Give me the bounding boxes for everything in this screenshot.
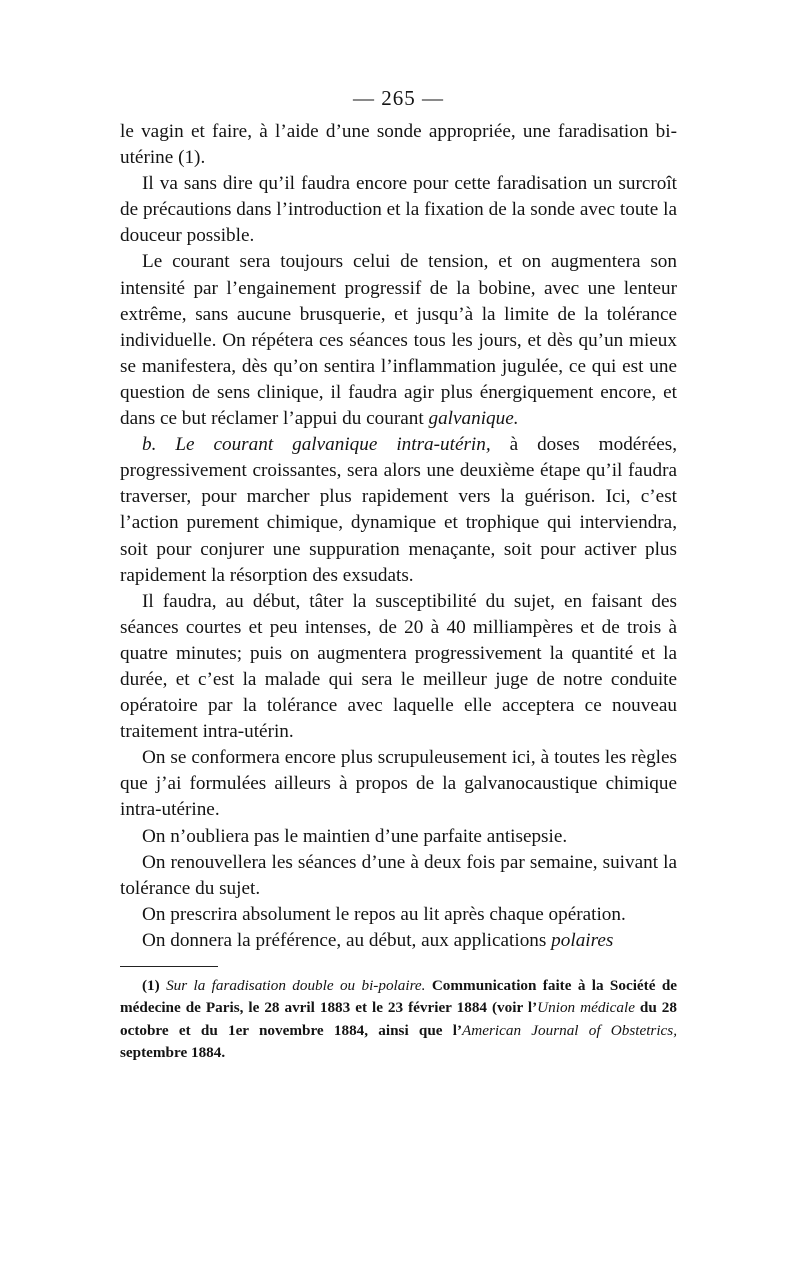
- book-page: [120, 86, 677, 1065]
- footnote-journal-1: Union médicale: [537, 999, 635, 1017]
- footnote-journal-2: American Journal of Obstetrics,: [462, 1021, 677, 1039]
- paragraph-3-italic: galvanique.: [428, 408, 519, 430]
- paragraph-7: On n’oubliera pas le maintien d’une parfaite antisepsie.: [142, 825, 568, 847]
- paragraph-3: [120, 249, 677, 432]
- paragraph-4-label: b.: [142, 434, 157, 456]
- paragraph-5: Il faudra, au début, tâter la susceptibilité du sujet, en faisant des séances courtes et peu intenses, de 20 à 40 milliampères et de trois à quatre minutes; puis on augmentera progressivement la quantité et la durée, et c’est la malade qui sera le meilleur juge de notre conduite opératoire par la tolérance avec laquelle elle acceptera ce nouveau traitement intra-utérin.: [120, 590, 677, 743]
- footnote-divider: [120, 966, 218, 967]
- paragraph-10-italic: polaires: [551, 929, 614, 951]
- footnote-text-2: du 28 octobre et du 1er novembre 1884, ainsi que l’: [120, 999, 677, 1039]
- paragraph-3-text: Le courant sera toujours celui de tension, et on augmentera son intensité par l’engainement progressif de la bobine, avec une lenteur extrême, sans aucune brusquerie, et jusqu’à la limite de la tolérance individuelle. On répétera ces séances tous les jours, et dès qu’un mieux se manifestera, dès qu’on sentira l’inflammation jugulée, ce qui est une question de sens clinique, il faudra agir plus énergiquement encore, et dans ce but réclamer l’appui du courant: [120, 251, 677, 430]
- footnote-text-3: septembre 1884.: [120, 1044, 226, 1062]
- paragraph-8: On renouvellera les séances d’une à deux fois par semaine, suivant la tolérance du sujet.: [120, 851, 677, 899]
- footnote: [120, 975, 677, 1065]
- paragraph-4-text: à doses modérées, progressivement croissantes, sera alors une deuxième étape qu’il faudra traverser, pour marcher plus rapidement vers la guérison. Ici, c’est l’action purement chimique, dynamique et trophique qui interviendra, soit pour conjurer une suppuration menaçante, soit pour activer plus rapidement la résorption des exsudats.: [120, 434, 677, 586]
- paragraph-6: On se conformera encore plus scrupuleusement ici, à toutes les règles que j’ai formulées ailleurs à propos de la galvanocaustique chimique intra-utérine.: [120, 747, 677, 821]
- paragraph-9: On prescrira absolument le repos au lit après chaque opération.: [142, 903, 626, 925]
- paragraph-10-text: On donnera la préférence, au début, aux applications: [142, 929, 552, 951]
- footnote-text-1: Communication faite à la Société de médecine de Paris, le 28 avril 1883 et le 23 février 1884 (voir l’: [120, 977, 678, 1017]
- paragraph-10: [120, 928, 677, 954]
- paragraph-4: [120, 432, 677, 589]
- page-number: — 265 —: [353, 86, 444, 110]
- paragraph-2: Il va sans dire qu’il faudra encore pour cette faradisation un surcroît de précautions dans l’introduction et la fixation de la sonde avec toute la douceur possible.: [120, 173, 677, 247]
- footnote-marker: (1): [142, 977, 167, 994]
- paragraph-4-italic: Le courant galvanique intra-utérin,: [175, 434, 491, 456]
- paragraph-1: le vagin et faire, à l’aide d’une sonde appropriée, une faradisation bi-utérine (1).: [120, 121, 677, 169]
- footnote-title: Sur la faradisation double ou bi-polaire.: [166, 977, 426, 994]
